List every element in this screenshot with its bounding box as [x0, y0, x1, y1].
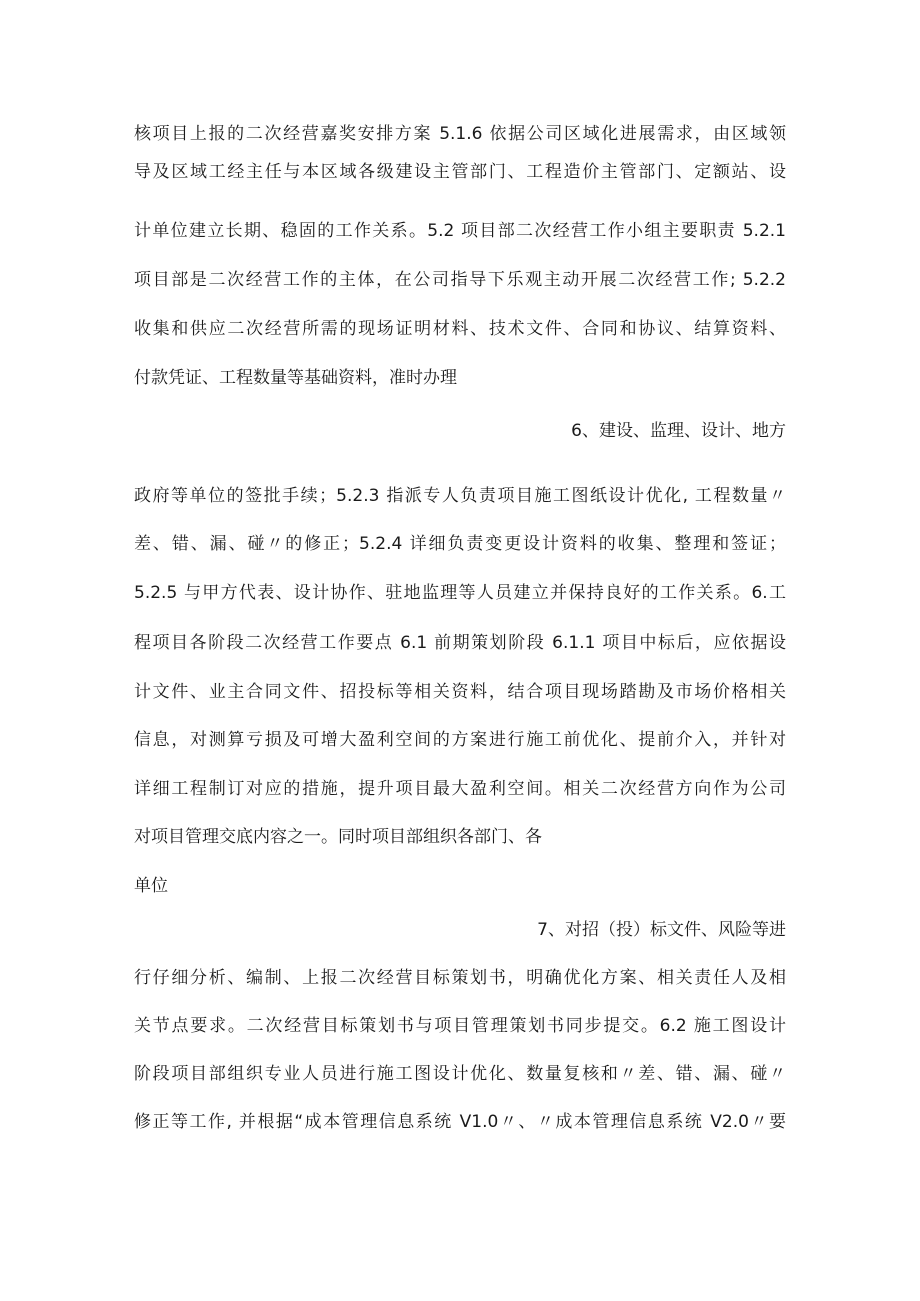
- section-heading-6: 6、建设、监理、设计、地方: [571, 421, 786, 441]
- text-line: 计单位建立长期、稳固的工作关系。5.2 项目部二次经营工作小组主要职责 5.2.1: [134, 221, 786, 241]
- text-line: 导及区域工经主任与本区域各级建设主管部门、工程造价主管部门、定额站、设: [134, 162, 786, 182]
- text-line: 5.2.5 与甲方代表、设计协作、驻地监理等人员建立并保持良好的工作关系。6.工: [134, 583, 786, 603]
- text-line: 关节点要求。二次经营目标策划书与项目管理策划书同步提交。6.2 施工图设计: [134, 1016, 786, 1036]
- text-line: 详细工程制订对应的措施，提升项目最大盈利空间。相关二次经营方向作为公司: [134, 779, 786, 799]
- text-line: 单位: [134, 876, 168, 896]
- text-line: 收集和供应二次经营所需的现场证明材料、技术文件、合同和协议、结算资料、: [134, 319, 786, 339]
- text-line: 对项目管理交底内容之一。同时项目部组织各部门、各: [134, 827, 542, 847]
- text-line: 信息，对测算亏损及可增大盈利空间的方案进行施工前优化、提前介入，并针对: [134, 730, 786, 750]
- text-line: 付款凭证、工程数量等基础资料，准时办理: [134, 368, 457, 388]
- text-line: 政府等单位的签批手续；5.2.3 指派专人负责项目施工图纸设计优化, 工程数量〃: [134, 486, 786, 506]
- text-line: 程项目各阶段二次经营工作要点 6.1 前期策划阶段 6.1.1 项目中标后，应依据设: [134, 633, 786, 653]
- text-line: 项目部是二次经营工作的主体，在公司指导下乐观主动开展二次经营工作; 5.2.2: [134, 270, 786, 290]
- section-heading-7: 7、对招（投）标文件、风险等进: [537, 920, 786, 940]
- text-line: 核项目上报的二次经营嘉奖安排方案 5.1.6 依据公司区域化进展需求，由区域领: [134, 124, 786, 144]
- text-line: 修正等工作, 并根据“成本管理信息系统 V1.0〃、〃成本管理信息系统 V2.0〃要: [134, 1112, 786, 1132]
- text-line: 阶段项目部组织专业人员进行施工图设计优化、数量复核和〃差、错、漏、碰〃: [134, 1064, 786, 1084]
- text-line: 计文件、业主合同文件、招投标等相关资料，结合项目现场踏勘及市场价格相关: [134, 682, 786, 702]
- text-line: 差、错、漏、碰〃的修正；5.2.4 详细负责变更设计资料的收集、整理和签证；: [134, 534, 786, 554]
- text-line: 行仔细分析、编制、上报二次经营目标策划书，明确优化方案、相关责任人及相: [134, 968, 786, 988]
